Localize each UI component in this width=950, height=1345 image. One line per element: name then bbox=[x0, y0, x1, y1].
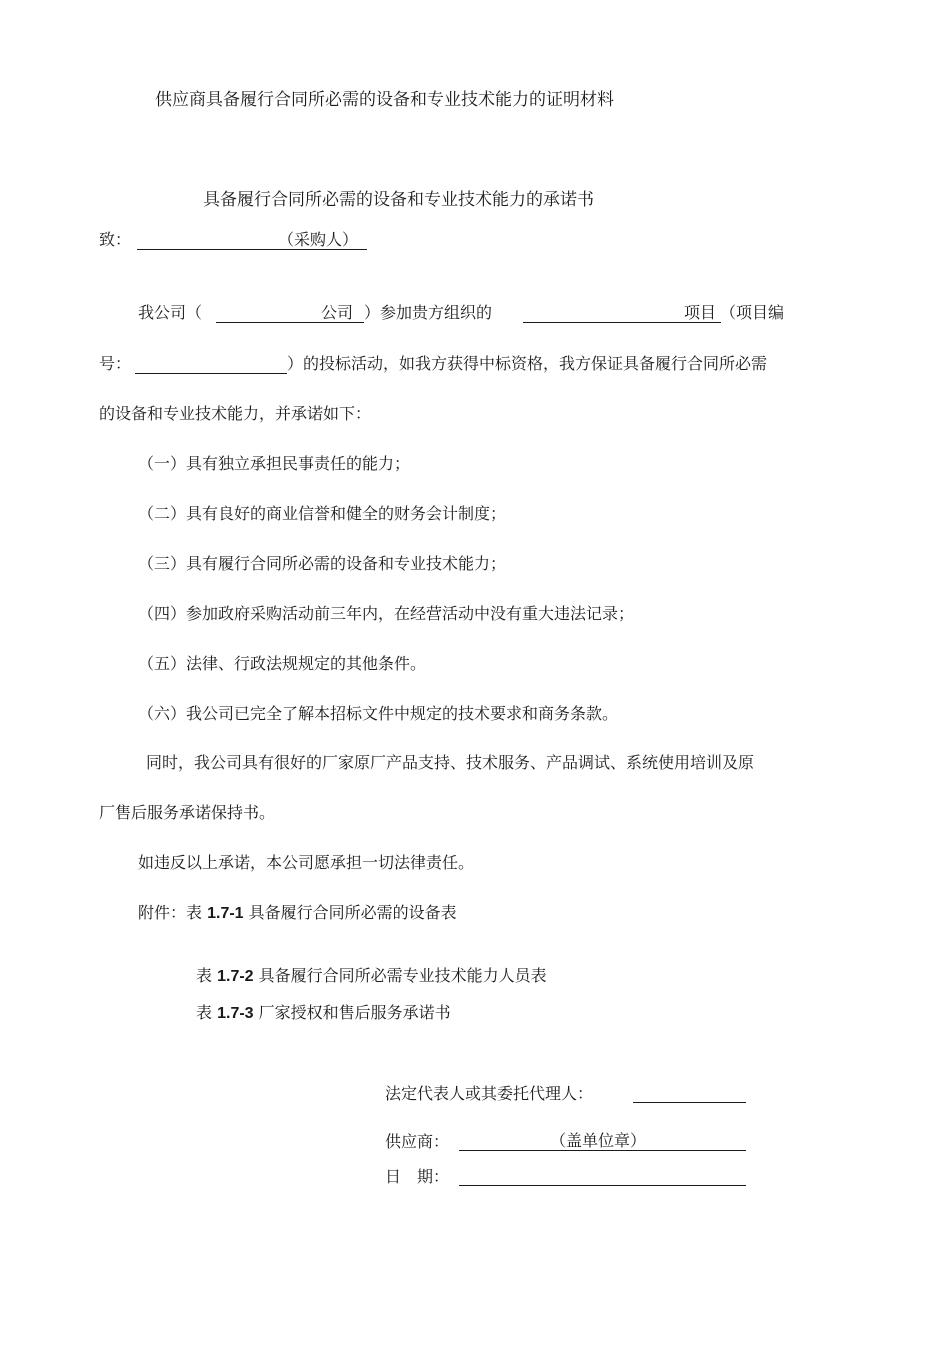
para1-part-c: （项目编 bbox=[720, 303, 785, 322]
supplier-seal-placeholder: （盖单位章） bbox=[550, 1131, 647, 1150]
legal-rep-signature-line[interactable] bbox=[633, 1102, 746, 1103]
date-fill-line[interactable] bbox=[459, 1185, 746, 1186]
purchaser-placeholder: （采购人） bbox=[278, 230, 359, 249]
legal-rep-label: 法定代表人或其委托代理人： bbox=[385, 1084, 594, 1103]
attachment-1-text: 具备履行合同所必需的设备表 bbox=[248, 903, 457, 922]
attachment-2-table-word: 表 bbox=[196, 966, 213, 985]
to-label: 致： bbox=[99, 230, 132, 249]
date-label: 日 期： bbox=[385, 1167, 450, 1186]
letter-title: 具备履行合同所必需的设备和专业技术能力的承诺书 bbox=[203, 190, 594, 210]
commitment-item-5: （五）法律、行政法规规定的其他条件。 bbox=[138, 654, 427, 673]
para2-line1: 同时，我公司具有很好的厂家原厂产品支持、技术服务、产品调试、系统使用培训及原 bbox=[146, 753, 755, 772]
para1-line2-b: ）的投标活动，如我方获得中标资格，我方保证具备履行合同所必需 bbox=[287, 354, 768, 373]
project-number-fill-line[interactable] bbox=[135, 373, 287, 374]
attachments-line-3 bbox=[196, 1005, 451, 1022]
supplier-fill-line[interactable] bbox=[459, 1150, 746, 1151]
project-placeholder: 项目 bbox=[684, 303, 717, 322]
document-header-title: 供应商具备履行合同所必需的设备和专业技术能力的证明材料 bbox=[155, 90, 614, 110]
commitment-item-6: （六）我公司已完全了解本招标文件中规定的技术要求和商务条款。 bbox=[138, 704, 619, 723]
supplier-label: 供应商： bbox=[385, 1132, 450, 1151]
para1-line3: 的设备和专业技术能力，并承诺如下： bbox=[99, 404, 372, 423]
attachment-2-number: 1.7-2 bbox=[217, 968, 254, 985]
company-fill-line[interactable] bbox=[216, 322, 364, 323]
para1-line2-a: 号： bbox=[99, 354, 132, 373]
company-placeholder: 公司 bbox=[321, 303, 354, 322]
para3: 如违反以上承诺，本公司愿承担一切法律责任。 bbox=[138, 853, 475, 872]
attachment-3-text: 厂家授权和售后服务承诺书 bbox=[258, 1003, 451, 1022]
commitment-item-2: （二）具有良好的商业信誉和健全的财务会计制度； bbox=[138, 504, 507, 523]
attachment-3-table-word: 表 bbox=[196, 1003, 213, 1022]
para1-part-b: ）参加贵方组织的 bbox=[364, 303, 493, 322]
commitment-item-1: （一）具有独立承担民事责任的能力； bbox=[138, 454, 411, 473]
attachment-3-number: 1.7-3 bbox=[217, 1005, 254, 1022]
attachment-1-number: 1.7-1 bbox=[207, 905, 244, 922]
attachments-prefix: 附件：表 bbox=[138, 903, 203, 922]
commitment-item-3: （三）具有履行合同所必需的设备和专业技术能力； bbox=[138, 554, 507, 573]
attachments-line-2 bbox=[196, 968, 547, 985]
purchaser-fill-line[interactable] bbox=[137, 249, 367, 250]
para1-part-a: 我公司（ bbox=[138, 303, 203, 322]
project-fill-line[interactable] bbox=[523, 322, 721, 323]
para2-line2: 厂售后服务承诺保持书。 bbox=[99, 803, 276, 822]
attachment-2-text: 具备履行合同所必需专业技术能力人员表 bbox=[258, 966, 547, 985]
attachments-line-1 bbox=[138, 905, 457, 922]
commitment-item-4: （四）参加政府采购活动前三年内，在经营活动中没有重大违法记录； bbox=[138, 604, 635, 623]
